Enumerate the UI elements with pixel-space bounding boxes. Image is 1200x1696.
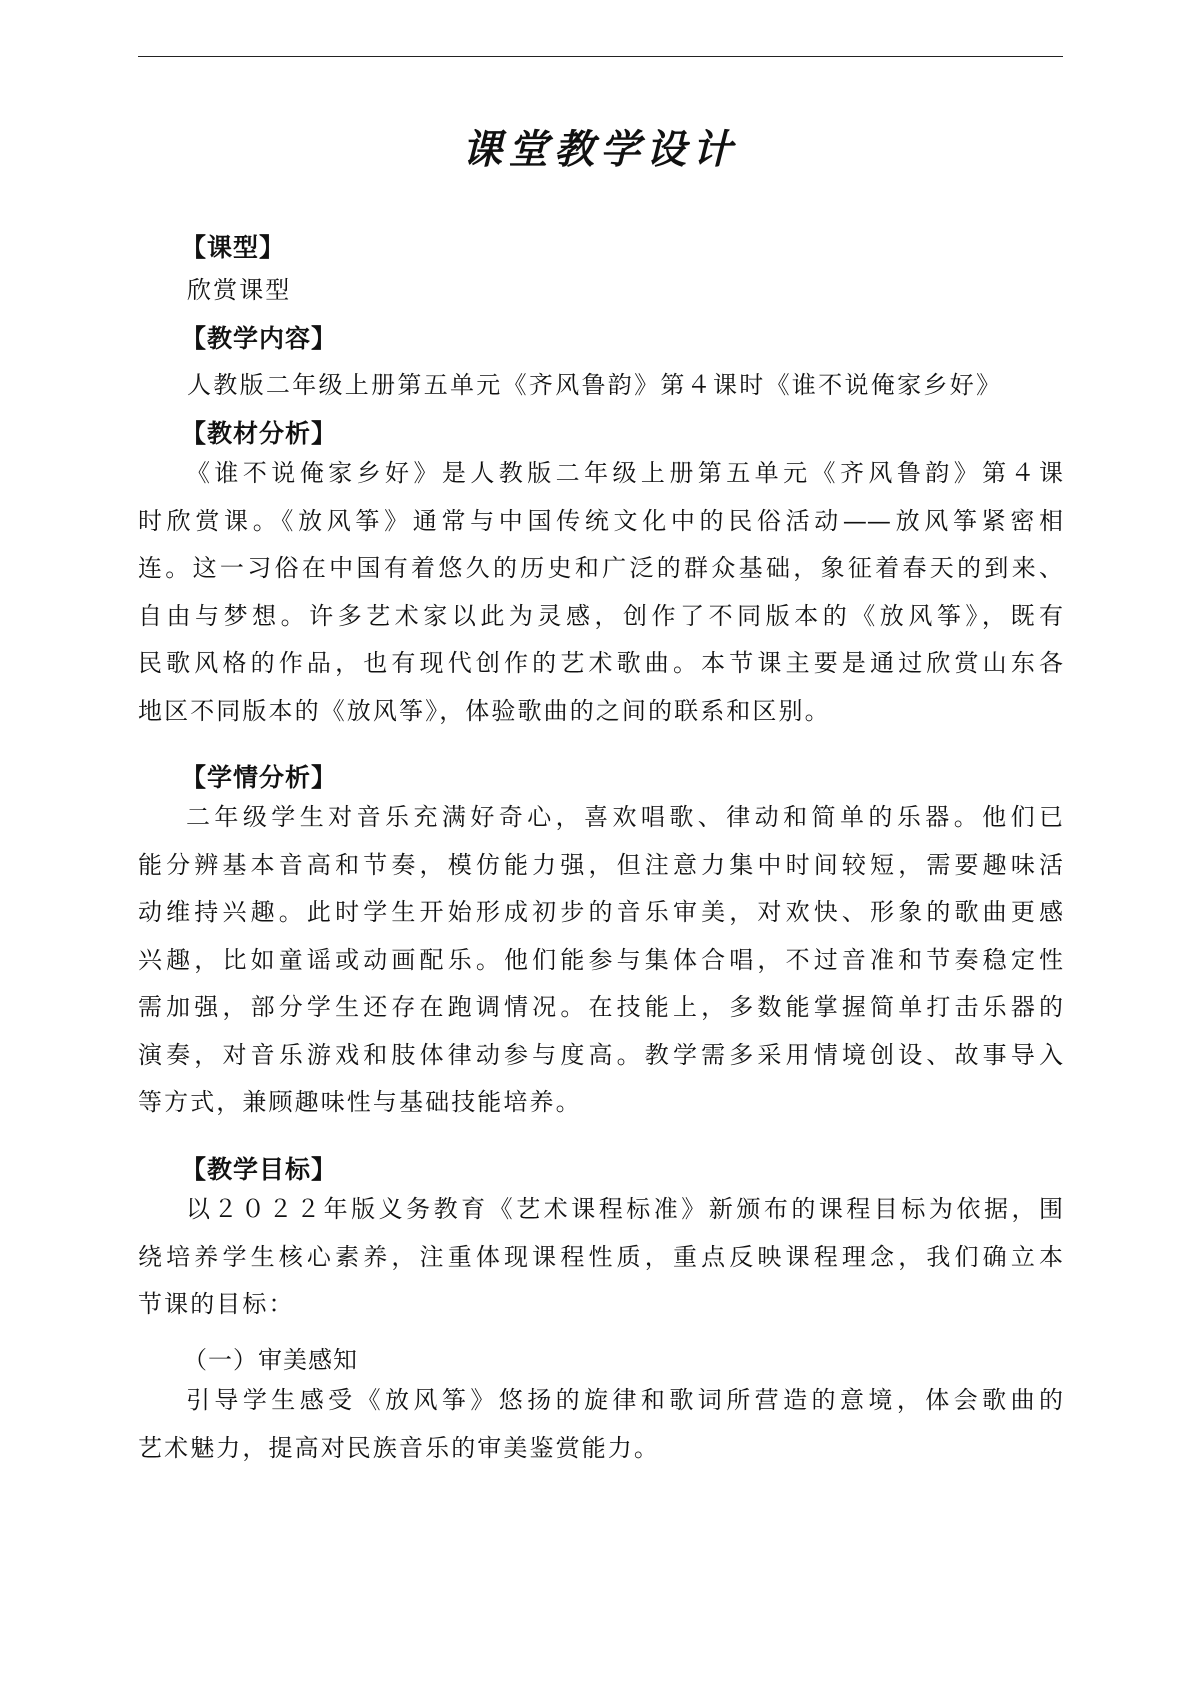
section-heading-teaching-content: 【教学内容】 xyxy=(181,324,338,353)
paragraph-line: 民歌风格的作品，也有现代创作的艺术歌曲。本节课主要是通过欣赏山东各 xyxy=(138,649,1063,677)
paragraph-line: 兴趣，比如童谣或动画配乐。他们能参与集体合唱，不过音准和节奏稳定性 xyxy=(138,945,1063,974)
aesthetic-perception-paragraph xyxy=(138,1377,1063,1472)
paragraph-line: 以２０２２年版义务教育《艺术课程标准》新颁布的课程目标为依据，围 xyxy=(186,1195,1063,1223)
paragraph-line: 演奏，对音乐游戏和肢体律动参与度高。教学需多采用情境创设、故事导入 xyxy=(138,1040,1063,1069)
paragraph-line: 等方式，兼顾趣味性与基础技能培养。 xyxy=(138,1088,582,1116)
paragraph-line: 节课的目标： xyxy=(138,1290,295,1318)
teaching-content-text: 人教版二年级上册第五单元《齐风鲁韵》第４课时《谁不说俺家乡好》 xyxy=(187,371,1003,399)
paragraph-line: 自由与梦想。许多艺术家以此为灵感，创作了不同版本的《放风筝》，既有 xyxy=(138,601,1063,630)
section-heading-material-analysis: 【教材分析】 xyxy=(181,419,338,448)
subsection-heading-aesthetic-perception: （一）审美感知 xyxy=(183,1346,358,1374)
paragraph-line: 时欣赏课。《放风筝》通常与中国传统文化中的民俗活动——放风筝紧密相 xyxy=(138,506,1063,535)
student-analysis-paragraph xyxy=(138,794,1063,1127)
document-title: 课堂教学设计 xyxy=(462,126,738,173)
teaching-goals-paragraph xyxy=(138,1186,1063,1329)
paragraph-line: 艺术魅力，提高对民族音乐的审美鉴赏能力。 xyxy=(138,1433,660,1462)
paragraph-line: 二年级学生对音乐充满好奇心，喜欢唱歌、律动和简单的乐器。他们已 xyxy=(186,803,1063,831)
paragraph-line: 地区不同版本的《放风筝》，体验歌曲的之间的联系和区别。 xyxy=(138,696,831,725)
section-heading-course-type: 【课型】 xyxy=(181,233,286,262)
course-type-text: 欣赏课型 xyxy=(187,276,292,304)
paragraph-line: 动维持兴趣。此时学生开始形成初步的音乐审美，对欢快、形象的歌曲更感 xyxy=(138,898,1063,926)
paragraph-line: 引导学生感受《放风筝》悠扬的旋律和歌词所营造的意境，体会歌曲的 xyxy=(186,1386,1063,1414)
section-heading-teaching-goals: 【教学目标】 xyxy=(181,1155,338,1184)
paragraph-line: 绕培养学生核心素养，注重体现课程性质，重点反映课程理念，我们确立本 xyxy=(138,1242,1063,1271)
header-rule xyxy=(138,56,1063,57)
paragraph-line: 能分辨基本音高和节奏，模仿能力强，但注意力集中时间较短，需要趣味活 xyxy=(138,850,1063,879)
paragraph-line: 需加强，部分学生还存在跑调情况。在技能上，多数能掌握简单打击乐器的 xyxy=(138,993,1063,1021)
paragraph-line: 连。这一习俗在中国有着悠久的历史和广泛的群众基础，象征着春天的到来、 xyxy=(138,554,1063,582)
material-analysis-paragraph xyxy=(138,450,1063,735)
paragraph-line: 《谁不说俺家乡好》是人教版二年级上册第五单元《齐风鲁韵》第４课 xyxy=(186,459,1063,487)
section-heading-student-analysis: 【学情分析】 xyxy=(181,763,338,792)
